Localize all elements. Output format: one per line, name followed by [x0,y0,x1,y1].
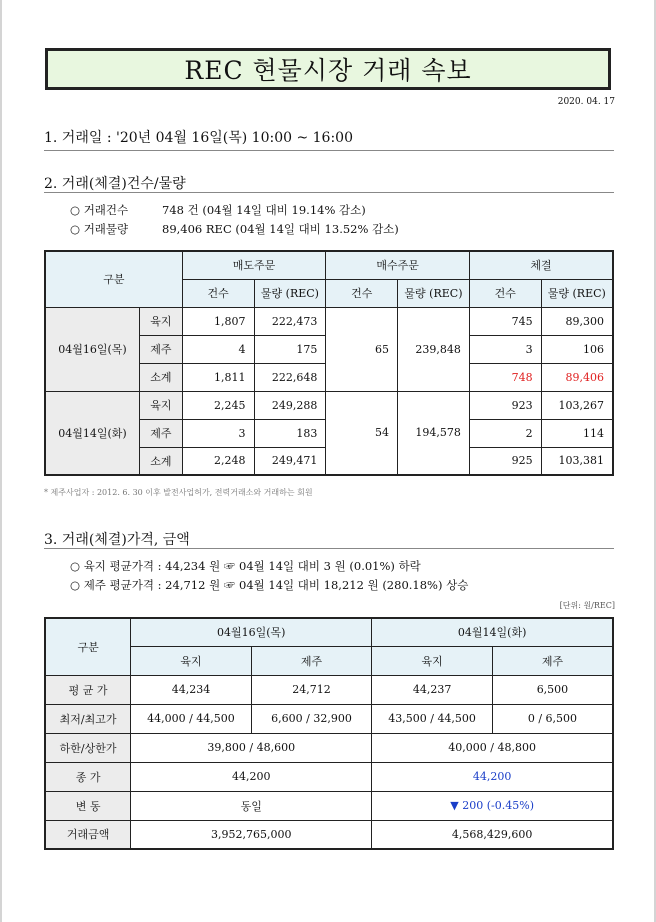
table-row [45,820,613,849]
header-volume: 물량 (REC) [541,279,613,307]
table-row [45,391,613,419]
sell-count: 2,245 [182,391,254,419]
deal-volume: 106 [541,335,613,363]
sell-volume: 183 [254,419,326,447]
row-label-change: 변 동 [45,791,131,820]
buy-volume: 194,578 [398,391,470,475]
bullet-value: 748 건 (04월 14일 대비 19.14% 감소) [162,203,366,217]
deal-count: 925 [469,447,541,475]
sell-count: 1,811 [182,363,254,391]
report-date: 2020. 04. 17 [557,97,615,107]
header-jeju: 제주 [492,646,613,675]
header-sell-order: 매도주문 [182,251,326,279]
section2-divider [44,192,614,193]
unit-label: [단위: 원/REC] [559,601,615,610]
deal-count: 923 [469,391,541,419]
table-row [45,704,613,733]
sell-count: 4 [182,335,254,363]
header-date-1: 04월16일(목) [131,618,372,646]
deal-count: 745 [469,307,541,335]
table-row [45,307,613,335]
bullet-label: ○ 거래물량 [70,222,129,236]
limits-1: 39,800 / 48,600 [131,733,372,762]
change-1: 동일 [131,791,372,820]
section1-divider [44,150,614,151]
deal-count-highlight: 748 [469,363,541,391]
sell-volume: 249,471 [254,447,326,475]
header-count: 건수 [469,279,541,307]
minmax-jeju-1: 6,600 / 32,900 [251,704,372,733]
row-date: 04월14일(화) [45,391,139,475]
row-region: 소계 [139,363,182,391]
sell-volume: 249,288 [254,391,326,419]
header-category: 구분 [45,618,131,675]
change-2: ▼ 200 (-0.45%) [372,791,613,820]
sell-count: 1,807 [182,307,254,335]
bullet-deal-volume [70,221,399,237]
row-region: 육지 [139,391,182,419]
bullet-value: 89,406 REC (04월 14일 대비 13.52% 감소) [162,222,399,236]
price-table [44,617,614,850]
header-count: 건수 [182,279,254,307]
page-edge-left [0,0,2,922]
amount-2: 4,568,429,600 [372,820,613,849]
header-volume: 물량 (REC) [398,279,470,307]
buy-count: 54 [326,391,398,475]
row-region: 소계 [139,447,182,475]
avg-land-2: 44,237 [372,675,493,704]
row-label-avg: 평 균 가 [45,675,131,704]
header-land: 육지 [131,646,252,675]
volume-table [44,250,614,476]
deal-count: 2 [469,419,541,447]
table-row [45,762,613,791]
amount-1: 3,952,765,000 [131,820,372,849]
header-category: 구분 [45,251,182,307]
row-region: 제주 [139,335,182,363]
avg-jeju-1: 24,712 [251,675,372,704]
close-1: 44,200 [131,762,372,791]
deal-volume: 114 [541,419,613,447]
row-label-minmax: 최저/최고가 [45,704,131,733]
header-land: 육지 [372,646,493,675]
deal-volume: 103,381 [541,447,613,475]
minmax-land-1: 44,000 / 44,500 [131,704,252,733]
header-count: 건수 [326,279,398,307]
bullet-deal-count [70,202,366,218]
row-label-amount: 거래금액 [45,820,131,849]
bullet-label: ○ 거래건수 [70,203,129,217]
section3-heading: 3. 거래(체결)가격, 금액 [44,532,190,548]
sell-count: 3 [182,419,254,447]
header-deal: 체결 [469,251,613,279]
table-row [45,675,613,704]
minmax-land-2: 43,500 / 44,500 [372,704,493,733]
page-title: REC 현물시장 거래 속보 [184,56,472,85]
row-date: 04월16일(목) [45,307,139,391]
deal-volume: 103,267 [541,391,613,419]
section1-heading: 1. 거래일 : '20년 04월 16일(목) 10:00 ~ 16:00 [44,130,353,146]
footnote: * 제주사업자 : 2012. 6. 30 이후 발전사업허가, 전력거래소와 거래하는 회원 [44,488,313,497]
sell-volume: 175 [254,335,326,363]
header-jeju: 제주 [251,646,372,675]
buy-count: 65 [326,307,398,391]
header-date-2: 04월14일(화) [372,618,613,646]
avg-land-1: 44,234 [131,675,252,704]
close-2: 44,200 [372,762,613,791]
row-region: 제주 [139,419,182,447]
bullet-jeju-price: ○ 제주 평균가격 : 24,712 원 ☞ 04월 14일 대비 18,212 원 (280.18%) 상승 [70,578,469,592]
row-label-limits: 하한/상한가 [45,733,131,762]
table-row [45,733,613,762]
minmax-jeju-2: 0 / 6,500 [492,704,613,733]
deal-count: 3 [469,335,541,363]
header-volume: 물량 (REC) [254,279,326,307]
sell-volume: 222,473 [254,307,326,335]
row-region: 육지 [139,307,182,335]
deal-volume-highlight: 89,406 [541,363,613,391]
buy-volume: 239,848 [398,307,470,391]
avg-jeju-2: 6,500 [492,675,613,704]
limits-2: 40,000 / 48,800 [372,733,613,762]
header-buy-order: 매수주문 [326,251,470,279]
title-box [45,48,611,90]
section3-divider [44,548,614,549]
sell-count: 2,248 [182,447,254,475]
deal-volume: 89,300 [541,307,613,335]
table-row [45,791,613,820]
row-label-close: 종 가 [45,762,131,791]
sell-volume: 222,648 [254,363,326,391]
section2-heading: 2. 거래(체결)건수/물량 [44,176,186,192]
bullet-land-price: ○ 육지 평균가격 : 44,234 원 ☞ 04월 14일 대비 3 원 (0.01%) 하락 [70,559,421,573]
